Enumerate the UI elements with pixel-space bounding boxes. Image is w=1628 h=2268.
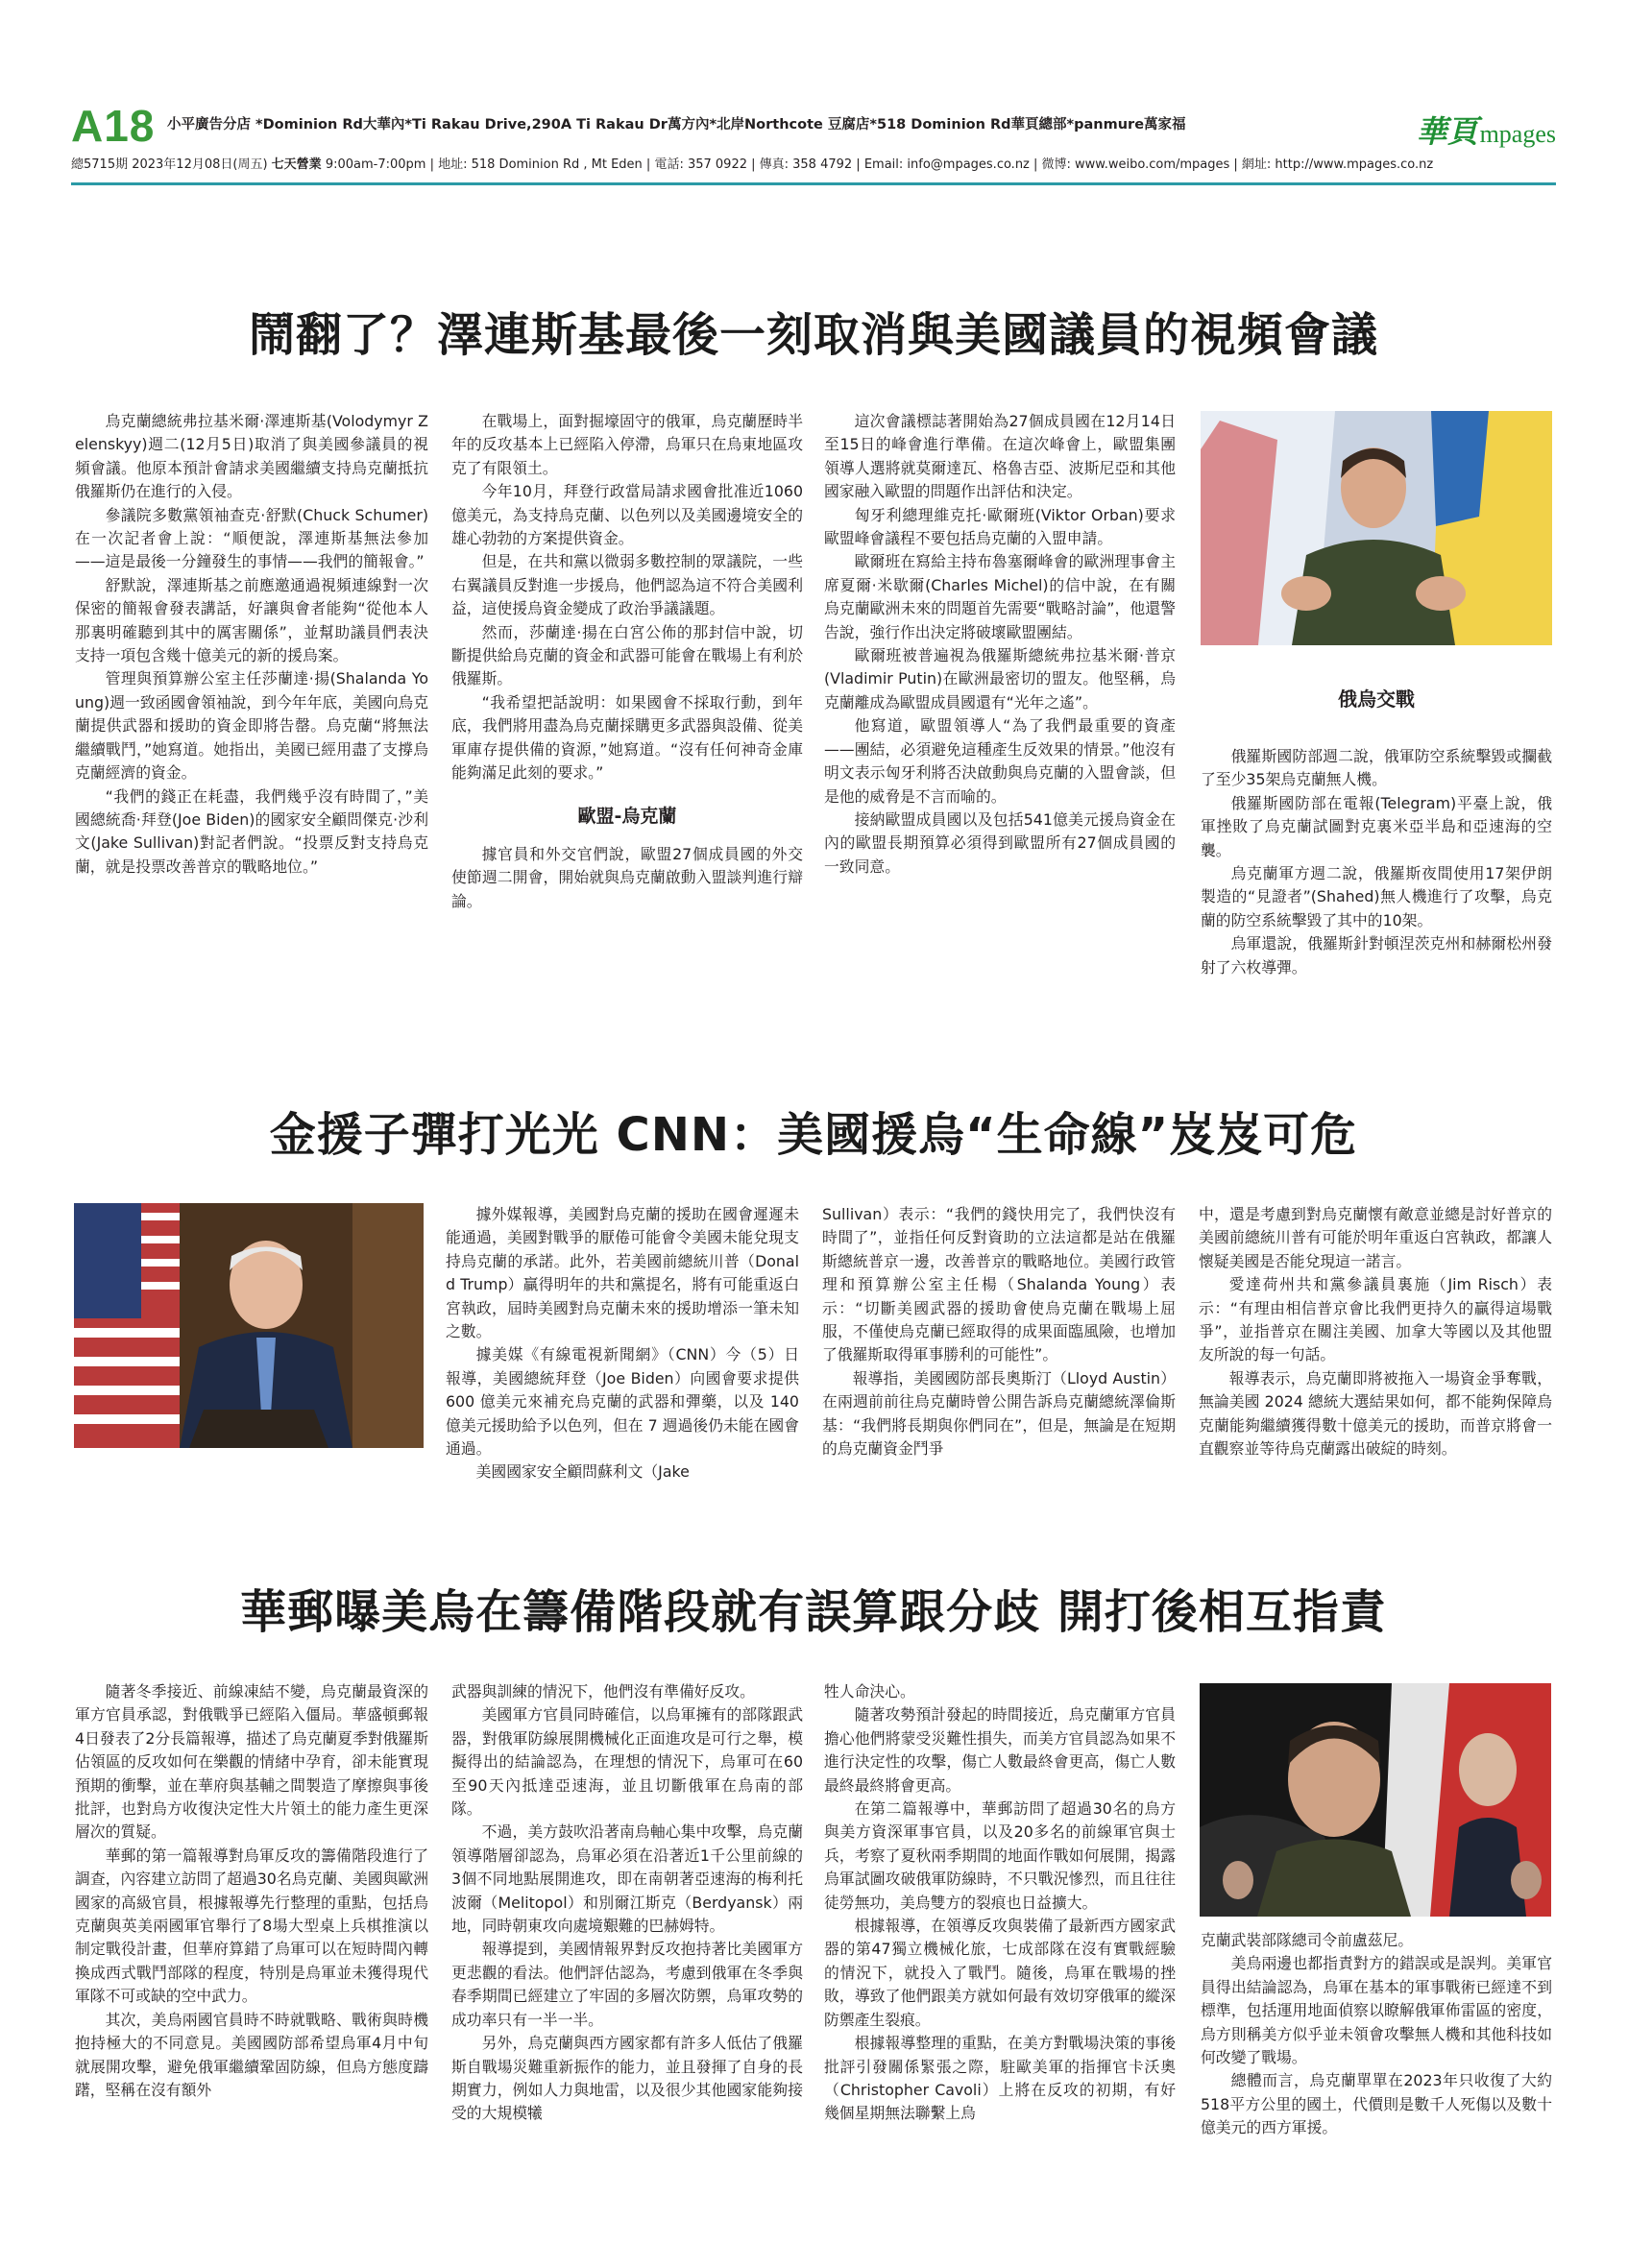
paragraph: 俄羅斯國防部週二說，俄軍防空系統擊毀或攔截了至少35架烏克蘭無人機。 [1201,747,1552,789]
paragraph: 根據報導整理的重點，在美方對戰場決策的事後批評引發關係緊張之際，駐歐美軍的指揮官卡沃奧（Christopher Cavoli）上將在反攻的初期，有好幾個星期無法聯繫上烏 [824,2034,1176,2123]
paragraph: 但是，在共和黨以微弱多數控制的眾議院，一些右翼議員反對進一步援烏，他們認為這不符合美國利益，這使援烏資金變成了政治爭議議題。 [451,552,803,618]
article1-col2 [451,410,803,913]
paragraph: 然而，莎蘭達·揚在白宮公佈的那封信中說，切斷提供給烏克蘭的資金和武器可能會在戰場上有利於俄羅斯。 [451,622,803,688]
paragraph: 管理與預算辦公室主任莎蘭達·揚(Shalanda Young)週一致函國會領袖說，到今年年底，美國向烏克蘭提供武器和援助的資金即將告罄。烏克蘭“將無法繼續戰鬥，”她寫道。她指出，美國已經用盡了支撐烏克蘭經濟的資金。 [75,669,428,783]
paragraph: 烏克蘭總統弗拉基米爾·澤連斯基(Volodymyr Zelenskyy)週二(12月5日)取消了與美國參議員的視頻會議。他原本預計會請求美國繼續支持烏克蘭抵抗俄羅斯仍在進行的入侵。 [75,412,428,501]
paragraph: 美烏兩邊也都指責對方的錯誤或是誤判。美軍官員得出結論認為，烏軍在基本的軍事戰術已經達不到標準，包括運用地面偵察以瞭解俄軍佈雷區的密度，烏方則稱美方似乎並未領會攻擊無人機和其他科技如何改變了戰場。 [1201,1954,1552,2067]
paragraph: 美國國家安全顧問蘇利文（Jake [475,1462,690,1482]
article1-headline: 鬧翻了？澤連斯基最後一刻取消與美國議員的視頻會議 [248,308,1378,362]
paragraph: 其次，美烏兩國官員時不時就戰略、戰術與時機抱持極大的不同意見。美國國防部希望烏軍4月中旬就展開攻擊，避免俄軍繼續鞏固防線，但烏方態度躊躇，堅稱在沒有額外 [75,2010,428,2099]
collage-illustration [1200,1683,1551,1917]
paragraph: 中，還是考慮到對烏克蘭懷有敵意並總是討好普京的美國前總統川普有可能於明年重返白宮執政，都讓人懷疑美國是否能兌現這一諾言。 [1199,1205,1552,1270]
paragraph: 接納歐盟成員國以及包括541億美元援烏資金在內的歐盟長期預算必須得到歐盟所有27個成員國的一致同意。 [824,809,1176,876]
paragraph: 牲人命決心。 [824,1682,915,1701]
paragraph: 武器與訓練的情況下，他們沒有準備好反攻。 [451,1682,755,1701]
paragraph: 據美媒《有線電視新聞網》（CNN）今（5）日報導，美國總統拜登（Joe Biden）向國會要求提供 600 億美元來補充烏克蘭的武器和彈藥，以及 140 億美元援助給予以色列，但在 7 週過後仍未能在國會通過。 [446,1345,799,1459]
paragraph: 隨著攻勢預計發起的時間接近，烏克蘭軍方官員擔心他們將蒙受災難性損失，而美方官員認為如果不進行決定性的攻擊，傷亡人數最終會更高，傷亡人數最終最終將會更高。 [824,1705,1176,1795]
article2-col2 [822,1203,1176,1460]
paragraph: 今年10月，拜登行政當局請求國會批准近1060億美元，為支持烏克蘭、以色列以及美國邊境安全的雄心勃勃的方案提供資金。 [451,482,803,548]
paragraph: 他寫道，歐盟領導人“為了我們最重要的資產——團結，必須避免這種產生反效果的情景。”他沒有明文表示匈牙利將否決啟動與烏克蘭的入盟會談，但是他的威脅是不言而喻的。 [824,716,1176,806]
paragraph: 烏克蘭軍方週二說，俄羅斯夜間使用17架伊朗製造的“見證者”(Shahed)無人機進行了攻擊，烏克蘭的防空系統擊毀了其中的10架。 [1201,864,1552,929]
article3-col2 [451,1680,803,2126]
paragraph: 另外，烏克蘭與西方國家都有許多人低估了俄羅斯自戰場災難重新振作的能力，並且發揮了自身的長期實力，例如人力與地雷，以及很少其他國家能夠接受的大規模犧 [451,2034,803,2123]
paragraph: 歐爾班在寫給主持布魯塞爾峰會的歐洲理事會主席夏爾·米歇爾(Charles Michel)的信中說，在有關烏克蘭歐洲未來的問題首先需要“戰略討論”，他還警告說，強行作出決定將破壞歐盟團結。 [824,552,1176,641]
paragraph: 報導提到，美國情報界對反攻抱持著比美國軍方更悲觀的看法。他們評估認為，考慮到俄軍在冬季與春季期間已經建立了牢固的多層次防禦，烏軍攻勢的成功率只有一半一半。 [451,1940,803,2029]
issue-info-line [71,154,1433,172]
paragraph: 美國軍方官員同時確信，以烏軍擁有的部隊跟武器，對俄軍防線展開機械化正面進攻是可行之舉，模擬得出的結論認為，在理想的情況下，烏軍可在60至90天內抵達亞速海，並且切斷俄軍在烏南的部隊。 [451,1705,803,1819]
store-locations: 小平廣告分店 *Dominion Rd大華內*Ti Rakau Drive,290A Ti Rakau Dr萬方內*北岸Northcote 豆腐店*518 Dominion Rd華頁總部*panmure萬家福 [167,117,1186,133]
paragraph: 不過，美方鼓吹沿著南烏軸心集中攻擊，烏克蘭領導階層卻認為，烏軍必須在沿著近1千公里前線的3個不同地點展開進攻，即在南朝著亞速海的梅利托波爾（Melitopol）和別爾江斯克（Berdyansk）兩地，同時朝東攻向處境艱難的巴赫姆特。 [451,1822,803,1936]
article3-headline: 華郵曝美烏在籌備階段就有誤算跟分歧 開打後相互指責 [240,1585,1387,1639]
article1-col1 [75,410,428,879]
paragraph: 這次會議標誌著開始為27個成員國在12月14日至15日的峰會進行準備。在這次峰會上，歐盟集團領導人選將就莫爾達瓦、格魯吉亞、波斯尼亞和其他國家融入歐盟的問題作出評估和決定。 [824,412,1176,501]
paragraph: 烏軍還說，俄羅斯針對頓涅茨克州和赫爾松州發射了六枚導彈。 [1201,934,1552,977]
paragraph: 舒默說，澤連斯基之前應邀通過視頻連線對一次保密的簡報會發表講話，好讓與會者能夠“從他本人那裏明確聽到其中的厲害關係”，並幫助議員們表決支持一項包含幾十億美元的新的援烏案。 [75,575,428,665]
article3-col3 [824,1680,1176,2126]
logo-chinese: 華頁 [1416,113,1478,150]
subheading-eu-ukraine: 歐盟-烏克蘭 [577,805,677,827]
article2-col3 [1199,1203,1552,1460]
paragraph: 匈牙利總理維克托·歐爾班(Viktor Orban)要求歐盟峰會議程不要包括烏克蘭的入盟申請。 [824,505,1176,548]
paragraph: Sullivan）表示：“我們的錢快用完了，我們快沒有時間了”，並指任何反對資助的立法這都是站在俄羅斯總統普京一邊，改善普京的戰略地位。美國行政管理和預算辦公室主任楊（Shalanda Young）表示：“切斷美國武器的援助會使烏克蘭在戰場上屈服，不僅使烏克蘭已經取得的成果面臨風險，也增加了俄羅斯取得軍事勝利的可能性”。 [822,1205,1176,1364]
paragraph: 在戰場上，面對掘壕固守的俄軍，烏克蘭歷時半年的反攻基本上已經陷入停滯，烏軍只在烏東地區攻克了有限領土。 [451,412,803,477]
paragraph: 歐爾班被普遍視為俄羅斯總統弗拉基米爾·普京(Vladimir Putin)在歐洲最密切的盟友。他堅稱，烏克蘭離成為歐盟成員國還有“光年之遙”。 [824,646,1176,712]
paragraph: 報導指，美國國防部長奧斯汀（Lloyd Austin）在兩週前前往烏克蘭時曾公開告訴烏克蘭總統澤倫斯基：“我們將長期與你們同在”，但是，無論是在短期的烏克蘭資金鬥爭 [822,1368,1176,1459]
war-leaders-collage [1200,1683,1551,1917]
article3-col4 [1201,1929,1552,2140]
paragraph: 隨著冬季接近、前線凍結不變，烏克蘭最資深的軍方官員承認，對俄戰爭已經陷入僵局。華盛頓郵報4日發表了2分長篇報導，描述了烏克蘭夏季對俄羅斯佔領區的反攻如何在樂觀的情緒中孕育，卻未能實現預期的衝擊，並在華府與基輔之間製造了摩擦與事後批評，也對烏方收復決定性大片領土的能力產生更深層次的質疑。 [75,1682,428,1842]
paragraph: 參議院多數黨領袖查克·舒默(Chuck Schumer)在一次記者會上說：“順便說，澤連斯基無法參加——這是最後一分鐘發生的事情——我們的簡報會。” [75,505,428,571]
zelenskyy-illustration [1201,411,1552,645]
paragraph: 根據報導，在領導反攻與裝備了最新西方國家武器的第47獨立機械化旅，七成部隊在沒有實戰經驗的情況下，就投入了戰鬥。隨後，烏軍在戰場的挫敗，導致了他們跟美方就如何最有效切穿俄軍的縱深防禦產生裂痕。 [824,1917,1176,2029]
header-divider [71,182,1556,185]
paragraph: 報導表示，烏克蘭即將被拖入一場資金爭奪戰，無論美國 2024 總統大選結果如何，都不能夠保障烏克蘭能夠繼續獲得數十億美元的援助，而普京將會一直觀察並等待烏克蘭露出破綻的時刻。 [1199,1368,1552,1459]
paragraph: “我們的錢正在耗盡，我們幾乎沒有時間了，”美國總統喬·拜登(Joe Biden)的國家安全顧問傑克·沙利文(Jake Sullivan)對記者們說。“投票反對支持烏克蘭，就是投票改善普京的戰略地位。” [75,786,428,876]
paragraph: “我希望把話說明：如果國會不採取行動，到年底，我們將用盡為烏克蘭採購更多武器與設備、從美軍庫存提供備的資源，”她寫道。“沒有任何神奇金庫能夠滿足此刻的要求。” [451,692,803,783]
paragraph: 華郵的第一篇報導對烏軍反攻的籌備階段進行了調查，內容建立訪問了超過30名烏克蘭、美國與歐洲國家的高級官員，根據報導先行整理的重點，包括烏克蘭與英美兩國軍官舉行了8場大型桌上兵棋推演以制定戰役計畫，但華府算錯了烏軍可以在短時間內轉換成西式戰鬥部隊的程度，特別是烏軍並未獲得現代軍隊不可或缺的空中武力。 [75,1846,428,2006]
paragraph: 克蘭武裝部隊總司令前盧茲尼。 [1201,1931,1414,1949]
hours-label: 七天營業 [271,157,322,172]
article2-col1 [446,1203,799,1484]
article3-col1 [75,1680,428,2102]
paragraph: 據外媒報導，美國對烏克蘭的援助在國會遲遲未能通過，美國對戰爭的厭倦可能會令美國未能兌現支持烏克蘭的承諾。此外，若美國前總統川普（Donald Trump）贏得明年的共和黨提名，將有可能重返白宮執政，屆時美國對烏克蘭未來的援助增添一筆未知之數。 [446,1205,799,1341]
article1-col4 [1201,745,1552,979]
paragraph: 在第二篇報導中，華郵訪問了超過30名的烏方與美方資深軍事官員，以及20多名的前線軍官與士兵，考察了夏秋兩季期間的地面作戰如何展開，揭露烏軍試圖攻破俄軍防線時，不只戰況慘烈，而且往往徒勞無功，美烏雙方的裂痕也日益擴大。 [824,1799,1176,1912]
paragraph: 俄羅斯國防部在電報(Telegram)平臺上說，俄軍挫敗了烏克蘭試圖對克裏米亞半島和亞速海的空襲。 [1201,793,1552,859]
page-number: A18 [71,101,156,151]
logo-english: mpages [1479,120,1556,148]
paragraph: 據官員和外交官們說，歐盟27個成員國的外交使節週二開會，開始就與烏克蘭啟動入盟談判進行辯論。 [451,844,803,910]
paragraph: 總體而言，烏克蘭單單在2023年只收復了大約518平方公里的國土，代價則是數千人死傷以及數十億美元的西方軍援。 [1201,2071,1552,2137]
biden-illustration [74,1203,424,1448]
page-header [71,100,1556,186]
article1-col3 [824,410,1176,879]
biden-photo [74,1203,424,1448]
mpages-logo [1417,108,1556,152]
paragraph: 愛達荷州共和黨參議員裏施（Jim Risch）表示：“有理由相信普京會比我們更持久的贏得這場戰爭”，並指普京在關注美國、加拿大等國以及其他盟友所說的每一句話。 [1199,1275,1552,1364]
article1-caption-war: 俄烏交戰 [1338,688,1415,711]
zelenskyy-photo [1201,411,1552,645]
issue-date: 總5715期 2023年12月08日(周五) [71,157,268,172]
contact-info: 9:00am-7:00pm | 地址: 518 Dominion Rd , Mt Eden | 電話: 357 0922 | 傳真: 358 4792 | Email: info@mpages.co.nz | 微博: www.weibo.com/mpages | 網址: http://www.mpages.co.nz [325,157,1434,172]
article2-headline: 金援子彈打光光 CNN：美國援烏“生命線”岌岌可危 [269,1108,1358,1162]
